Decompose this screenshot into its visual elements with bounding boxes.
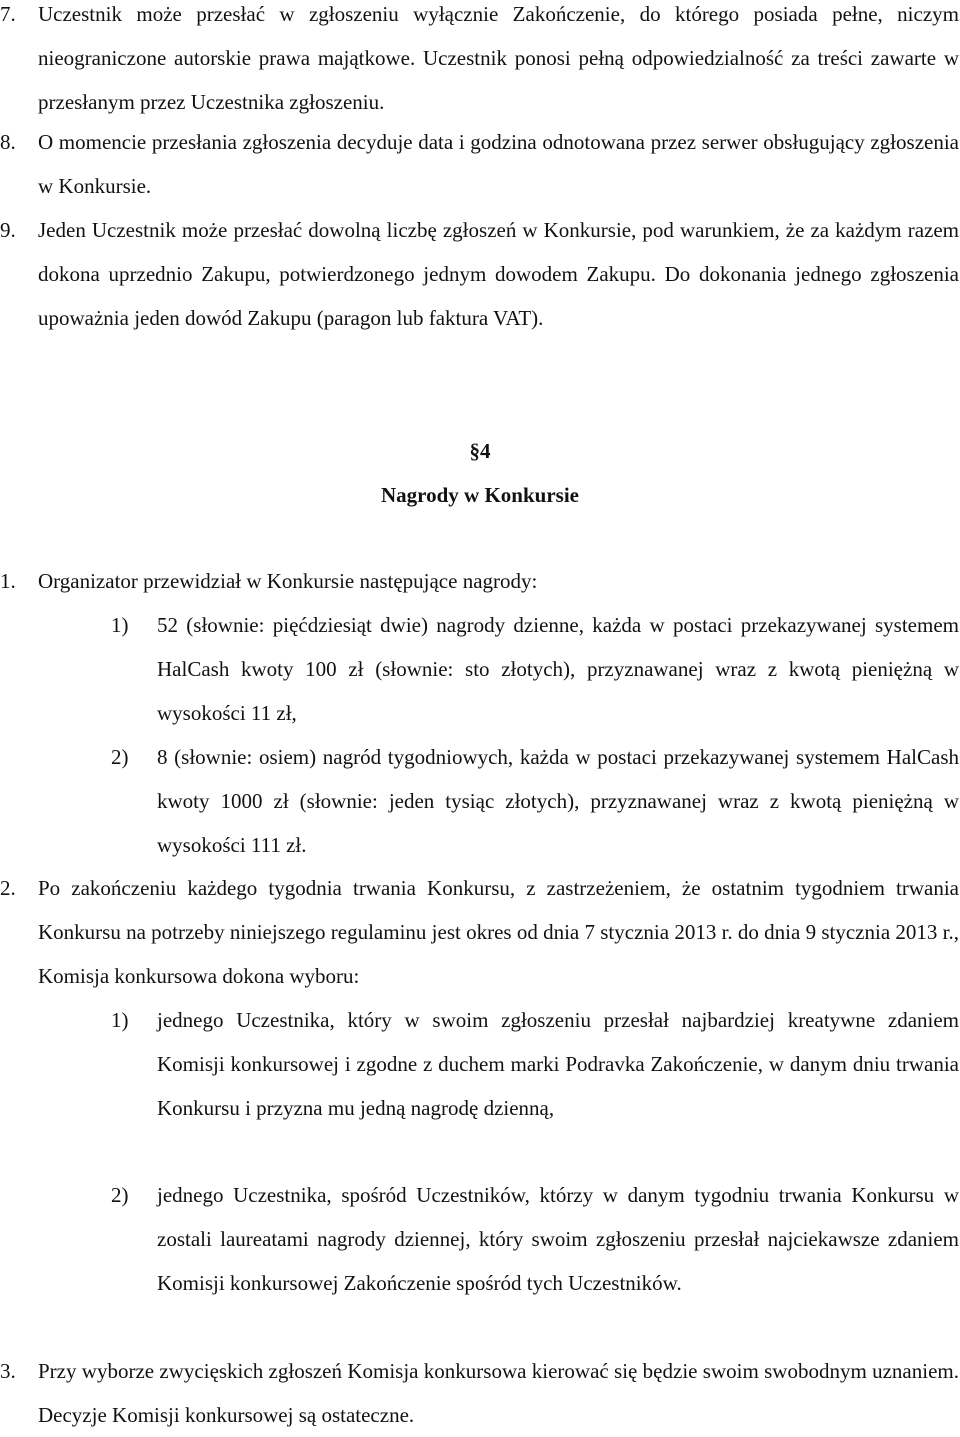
- paragraph-text: Jeden Uczestnik może przesłać dowolną liczbę zgłoszeń w Konkursie, pod warunkiem, że za każdym razem dokona uprzednio Zakupu, potwierdzonego jednym dowodem Zakupu. Do dokonania jednego zgłoszenia upoważnia jeden dowód Zakupu (paragon lub faktura VAT).: [38, 218, 959, 330]
- paragraph-text: Uczestnik może przesłać w zgłoszeniu wyłącznie Zakończenie, do którego posiada pełne, niczym nieograniczone autorskie prawa majątkowe. Uczestnik ponosi pełną odpowiedzialność za treści zawarte w przesłanym przez Uczestnika zgłoszeniu.: [38, 2, 959, 114]
- prize-1-sub-1: [111, 603, 959, 735]
- prize-paragraph-1: [0, 559, 959, 603]
- sub-item-text: jednego Uczestnika, spośród Uczestników, którzy w danym tygodniu trwania Konkursu w zostali laureatami nagrody dziennej, który swoim zgłoszeniu przesłał najciekawsze zdaniem Komisji konkursowej Zakończenie spośród tych Uczestników.: [157, 1183, 959, 1295]
- prize-2-sub-1: [111, 998, 959, 1130]
- sub-item-number: 2): [111, 1183, 129, 1207]
- prize-2-sub-2: [111, 1173, 959, 1305]
- section-number: §4: [469, 439, 491, 463]
- paragraph-number: 3.: [0, 1359, 16, 1383]
- paragraph-number: 1.: [0, 569, 16, 593]
- paragraph-text: Po zakończeniu każdego tygodnia trwania Konkursu, z zastrzeżeniem, że ostatnim tygodniem trwania Konkursu na potrzeby niniejszego regulaminu jest okres od dnia 7 stycznia 2013 r. do dnia 9 stycznia 2013 r., Komisja konkursowa dokona wyboru:: [38, 876, 959, 988]
- paragraph-number: 9.: [0, 218, 16, 242]
- sub-item-text: 52 (słownie: pięćdziesiąt dwie) nagrody dzienne, każda w postaci przekazywanej systemem HalCash kwoty 100 zł (słownie: sto złotych), przyznawanej wraz z kwotą pieniężną w wysokości 11 zł,: [157, 613, 959, 725]
- prize-paragraph-2: [0, 866, 959, 998]
- paragraph-7: [0, 0, 959, 124]
- sub-item-text: 8 (słownie: osiem) nagród tygodniowych, każda w postaci przekazywanej systemem HalCash kwoty 1000 zł (słownie: jeden tysiąc złotych), przyznawanej wraz z kwotą pieniężną w wysokości 111 zł.: [157, 745, 959, 857]
- paragraph-text: Przy wyborze zwycięskich zgłoszeń Komisja konkursowa kierować się będzie swoim swobodnym uznaniem. Decyzje Komisji konkursowej są ostateczne.: [38, 1359, 959, 1427]
- sub-item-number: 1): [111, 613, 129, 637]
- paragraph-text: Organizator przewidział w Konkursie następujące nagrody:: [38, 569, 538, 593]
- paragraph-9: [0, 208, 959, 340]
- section-title: Nagrody w Konkursie: [381, 483, 579, 507]
- paragraph-text: O momencie przesłania zgłoszenia decyduje data i godzina odnotowana przez serwer obsługujący zgłoszenia w Konkursie.: [38, 130, 959, 198]
- sub-item-number: 2): [111, 745, 129, 769]
- paragraph-number: 7.: [0, 2, 16, 26]
- paragraph-number: 8.: [0, 130, 16, 154]
- sub-item-text: jednego Uczestnika, który w swoim zgłoszeniu przesłał najbardziej kreatywne zdaniem Komisji konkursowej i zgodne z duchem marki Podravka Zakończenie, w danym dniu trwania Konkursu i przyzna mu jedną nagrodę dzienną,: [157, 1008, 959, 1120]
- prize-paragraph-3: [0, 1349, 959, 1437]
- paragraph-number: 2.: [0, 876, 16, 900]
- paragraph-8: [0, 120, 959, 208]
- prize-1-sub-2: [111, 735, 959, 867]
- sub-item-number: 1): [111, 1008, 129, 1032]
